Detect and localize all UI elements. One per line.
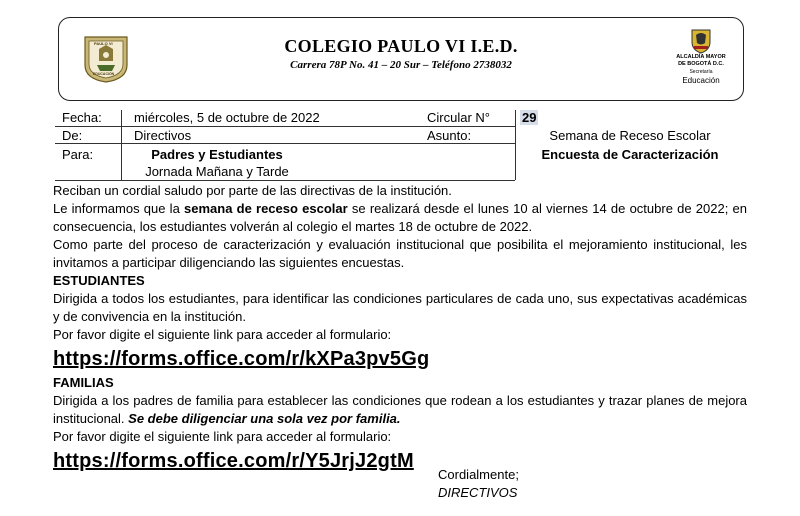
receso-text-pre: Le informamos que la — [53, 201, 185, 216]
alcaldia-logo — [671, 28, 731, 96]
familias-form-link[interactable]: https://forms.office.com/r/Y5JrjJ2gtM — [53, 450, 414, 472]
closing-signature: DIRECTIVOS — [438, 485, 518, 500]
asunto-label: Asunto: — [427, 128, 472, 143]
circular-number — [520, 110, 538, 126]
closing — [438, 466, 519, 502]
familias-text: Dirigida a los padres de familia para establecer las condiciones que rodean a los estudiantes y trazar planes de mejora institucional. — [53, 393, 747, 426]
letterhead — [58, 17, 744, 101]
alcaldia-line1: ALCALDÍA MAYOR — [676, 54, 726, 60]
link-prompt-familias: Por favor digite el siguiente link para acceder al formulario: — [53, 429, 392, 444]
circular-number-value: 29 — [522, 110, 537, 125]
estudiantes-form-link[interactable]: https://forms.office.com/r/kXPa3pv5Gg — [53, 348, 430, 370]
estudiantes-title: ESTUDIANTES — [53, 273, 145, 288]
school-address: Carrera 78P No. 41 – 20 Sur – Teléfono 2738032 — [290, 59, 512, 71]
circular-label: Circular N° — [427, 110, 490, 125]
receso-text-post: se realizará desde el lunes 10 al viernes 14 de octubre de 2022; en consecuencia, los estudiantes volverán al colegio el martes 18 de octubre de 2022. — [53, 201, 748, 234]
alcaldia-line2: DE BOGOTÁ D.C. — [678, 61, 724, 67]
school-name: COLEGIO PAULO VI I.E.D. — [284, 36, 518, 56]
col-divider — [515, 110, 516, 180]
letter-body — [53, 182, 747, 476]
crest-text-bottom: EDUCACIÓN — [93, 72, 115, 76]
link-prompt-estudiantes: Por favor digite el siguiente link para acceder al formulario: — [53, 327, 392, 342]
familias-paragraph — [53, 392, 747, 428]
crest-text-top: PAULO VI — [94, 41, 113, 46]
de-value: Directivos — [134, 128, 192, 143]
receso-paragraph — [53, 200, 747, 236]
row-divider — [424, 126, 514, 127]
alcaldia-line4: Educación — [682, 76, 720, 85]
para-value-2: Jornada Mañana y Tarde — [145, 164, 289, 179]
de-label: De: — [62, 128, 83, 143]
closing-line: Cordialmente; — [438, 467, 519, 482]
estudiantes-text: Dirigida a todos los estudiantes, para identificar las condiciones particulares de cada uno, sus expectativas académicas y de convivencia en la institución. — [53, 291, 747, 324]
fecha-label: Fecha: — [62, 110, 102, 125]
row-divider — [55, 180, 515, 181]
alcaldia-line3: Secretaría — [689, 69, 713, 75]
fecha-value: miércoles, 5 de octubre de 2022 — [134, 110, 320, 125]
proceso-paragraph: Como parte del proceso de caracterización y evaluación institucional que posibilita el mejoramiento institucional, les invitamos a participar diligenciando las siguientes encuestas. — [53, 237, 747, 270]
bogota-shield-icon — [690, 28, 712, 54]
para-label: Para: — [62, 147, 94, 162]
familias-text-bold: Se debe diligenciar una sola vez por familia. — [128, 411, 401, 426]
receso-text-bold: semana de receso escolar — [184, 201, 348, 216]
familias-title: FAMILIAS — [53, 375, 114, 390]
asunto-value: Semana de Receso Escolar — [549, 128, 711, 143]
para-value: Padres y Estudiantes — [151, 147, 283, 162]
greeting: Reciban un cordial saludo por parte de las directivas de la institución. — [53, 183, 452, 198]
asunto-value-2: Encuesta de Caracterización — [541, 147, 719, 162]
